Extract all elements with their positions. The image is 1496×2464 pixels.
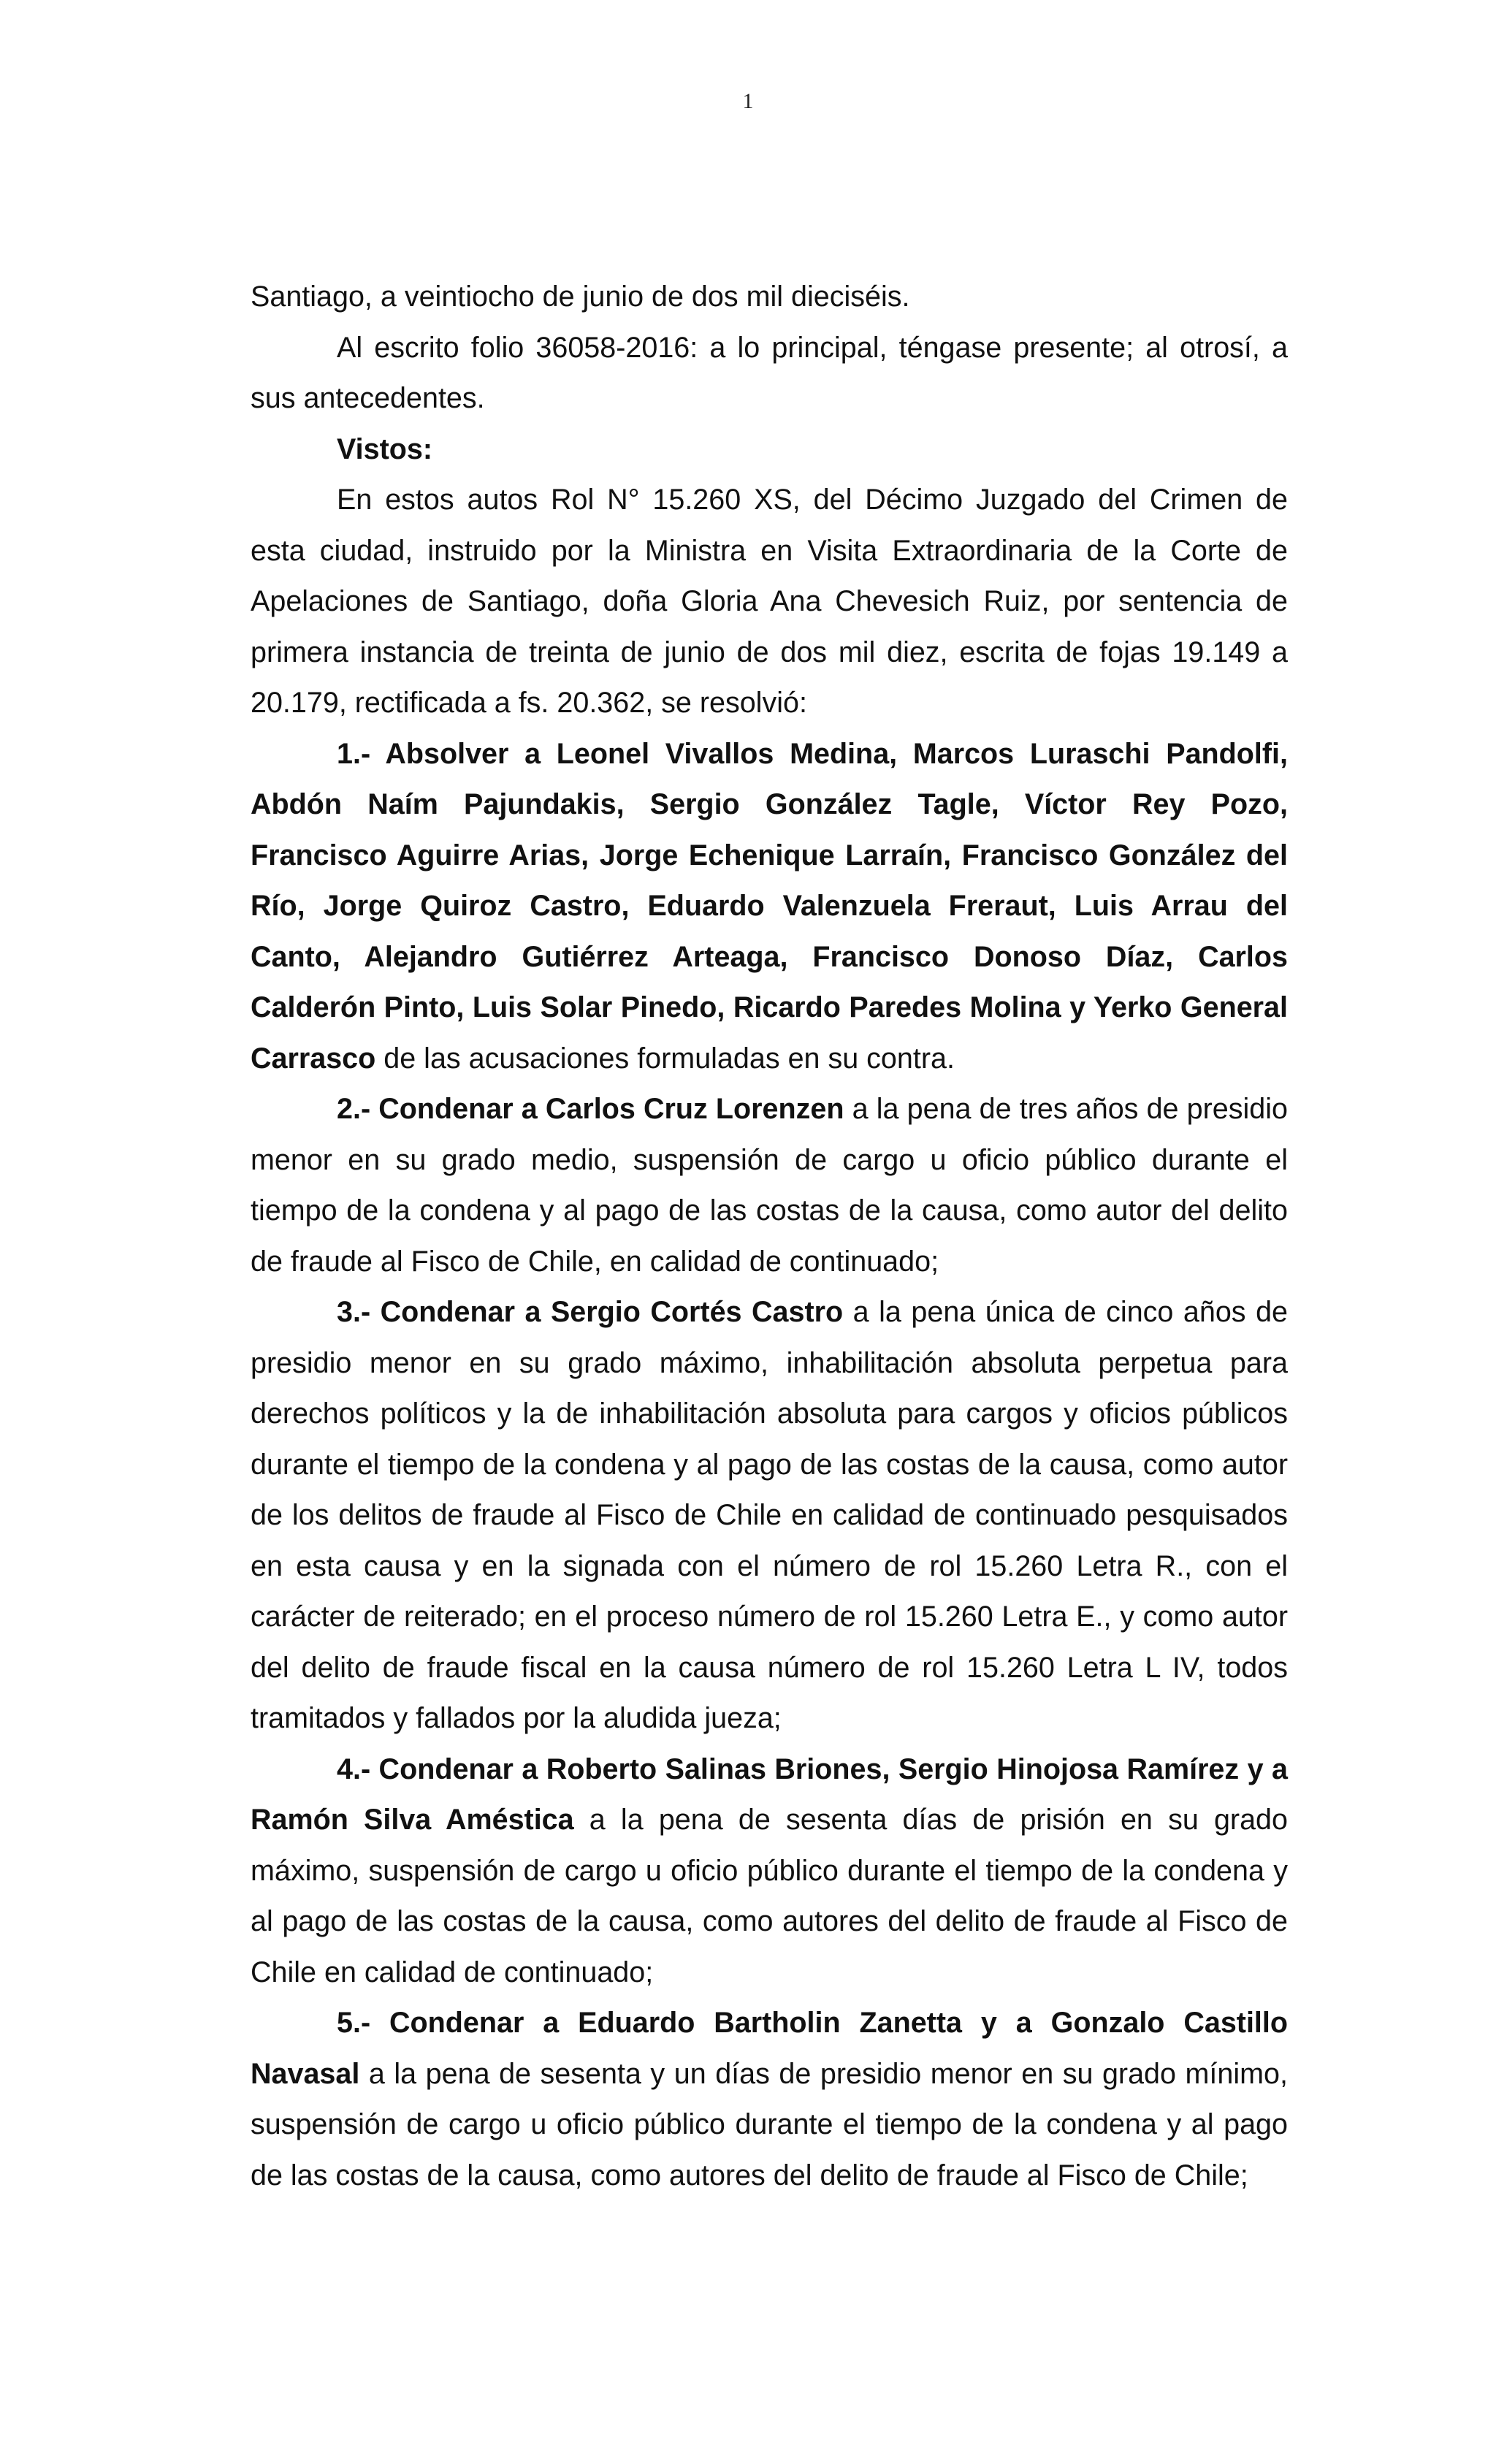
escrito-paragraph: Al escrito folio 36058-2016: a lo principal, téngase presente; al otrosí, a sus antecedentes. [251, 331, 1288, 414]
resolution-item-5 [251, 1998, 1288, 2201]
vistos-heading [251, 424, 1288, 476]
resolution-item-1 [251, 729, 1288, 1085]
resolution-item-4-bold: 4.- Condenar a Roberto Salinas Briones, Sergio Hinojosa Ramírez y a Ramón Silva Améstica [251, 1752, 1288, 1836]
page-number: 1 [742, 89, 754, 113]
resolution-item-3 [251, 1287, 1288, 1744]
vistos-paragraph: En estos autos Rol N° 15.260 XS, del Décimo Juzgado del Crimen de esta ciudad, instruido por la Ministra en Visita Extraordinaria de la Corte de Apelaciones de Santiago, doña Gloria Ana Chevesich Ruiz, por sentencia de primera instancia de treinta de junio de dos mil diez, escrita de fojas 19.149 a 20.179, rectificada a fs. 20.362, se resolvió: [251, 484, 1288, 719]
resolution-item-3-bold: 3.- Condenar a Sergio Cortés Castro [337, 1296, 844, 1328]
opening-line: Santiago, a veintiocho de junio de dos mil dieciséis. [251, 281, 910, 313]
resolution-item-2-bold: 2.- Condenar a Carlos Cruz Lorenzen [337, 1093, 844, 1125]
resolution-item-3-text: a la pena única de cinco años de presidio menor en su grado máximo, inhabilitación absoluta perpetua para derechos políticos y la de inhabilitación absoluta para cargos y oficios públicos durante el tiempo de la condena y al pago de las costas de la causa, como autor de los delitos de fraude al Fisco de Chile en calidad de continuado pesquisados en esta causa y en la signada con el número de rol 15.260 Letra R., con el carácter de reiterado; en el proceso número de rol 15.260 Letra E., y como autor del delito de fraude fiscal en la causa número de rol 15.260 Letra L IV, todos tramitados y fallados por la aludida jueza; [251, 1296, 1289, 1734]
resolution-item-4 [251, 1744, 1288, 1999]
document-body [251, 272, 1288, 2201]
resolution-item-1-text: de las acusaciones formuladas en su contra. [375, 1042, 955, 1075]
resolution-item-4-text: a la pena de sesenta días de prisión en su grado máximo, suspensión de cargo u oficio público durante el tiempo de la condena y al pago de las costas de la causa, como autores del delito de fraude al Fisco de Chile en calidad de continuado; [251, 1804, 1288, 1988]
vistos-heading-text: Vistos: [337, 432, 432, 465]
resolution-item-2 [251, 1084, 1288, 1287]
resolution-item-2-text: a la pena de tres años de presidio menor en su grado medio, suspensión de cargo u oficio público durante el tiempo de la condena y al pago de las costas de la causa, como autor del delito de fraude al Fisco de Chile, en calidad de continuado; [251, 1093, 1288, 1278]
resolution-item-1-bold: 1.- Absolver a Leonel Vivallos Medina, Marcos Luraschi Pandolfi, Abdón Naím Pajundakis, Sergio González Tagle, Víctor Rey Pozo, Francisco Aguirre Arias, Jorge Echenique Larraín, Francisco González del Río, Jorge Quiroz Castro, Eduardo Valenzuela Freraut, Luis Arrau del Canto, Alejandro Gutiérrez Arteaga, Francisco Donoso Díaz, Carlos Calderón Pinto, Luis Solar Pinedo, Ricardo Paredes Molina y Yerko General Carrasco [251, 737, 1288, 1075]
resolution-item-5-bold: 5.- Condenar a Eduardo Bartholin Zanetta y a Gonzalo Castillo Navasal [251, 2007, 1288, 2090]
resolution-item-5-text: a la pena de sesenta y un días de presidio menor en su grado mínimo, suspensión de cargo u oficio público durante el tiempo de la condena y al pago de las costas de la causa, como autores del delito de fraude al Fisco de Chile; [251, 2057, 1288, 2192]
